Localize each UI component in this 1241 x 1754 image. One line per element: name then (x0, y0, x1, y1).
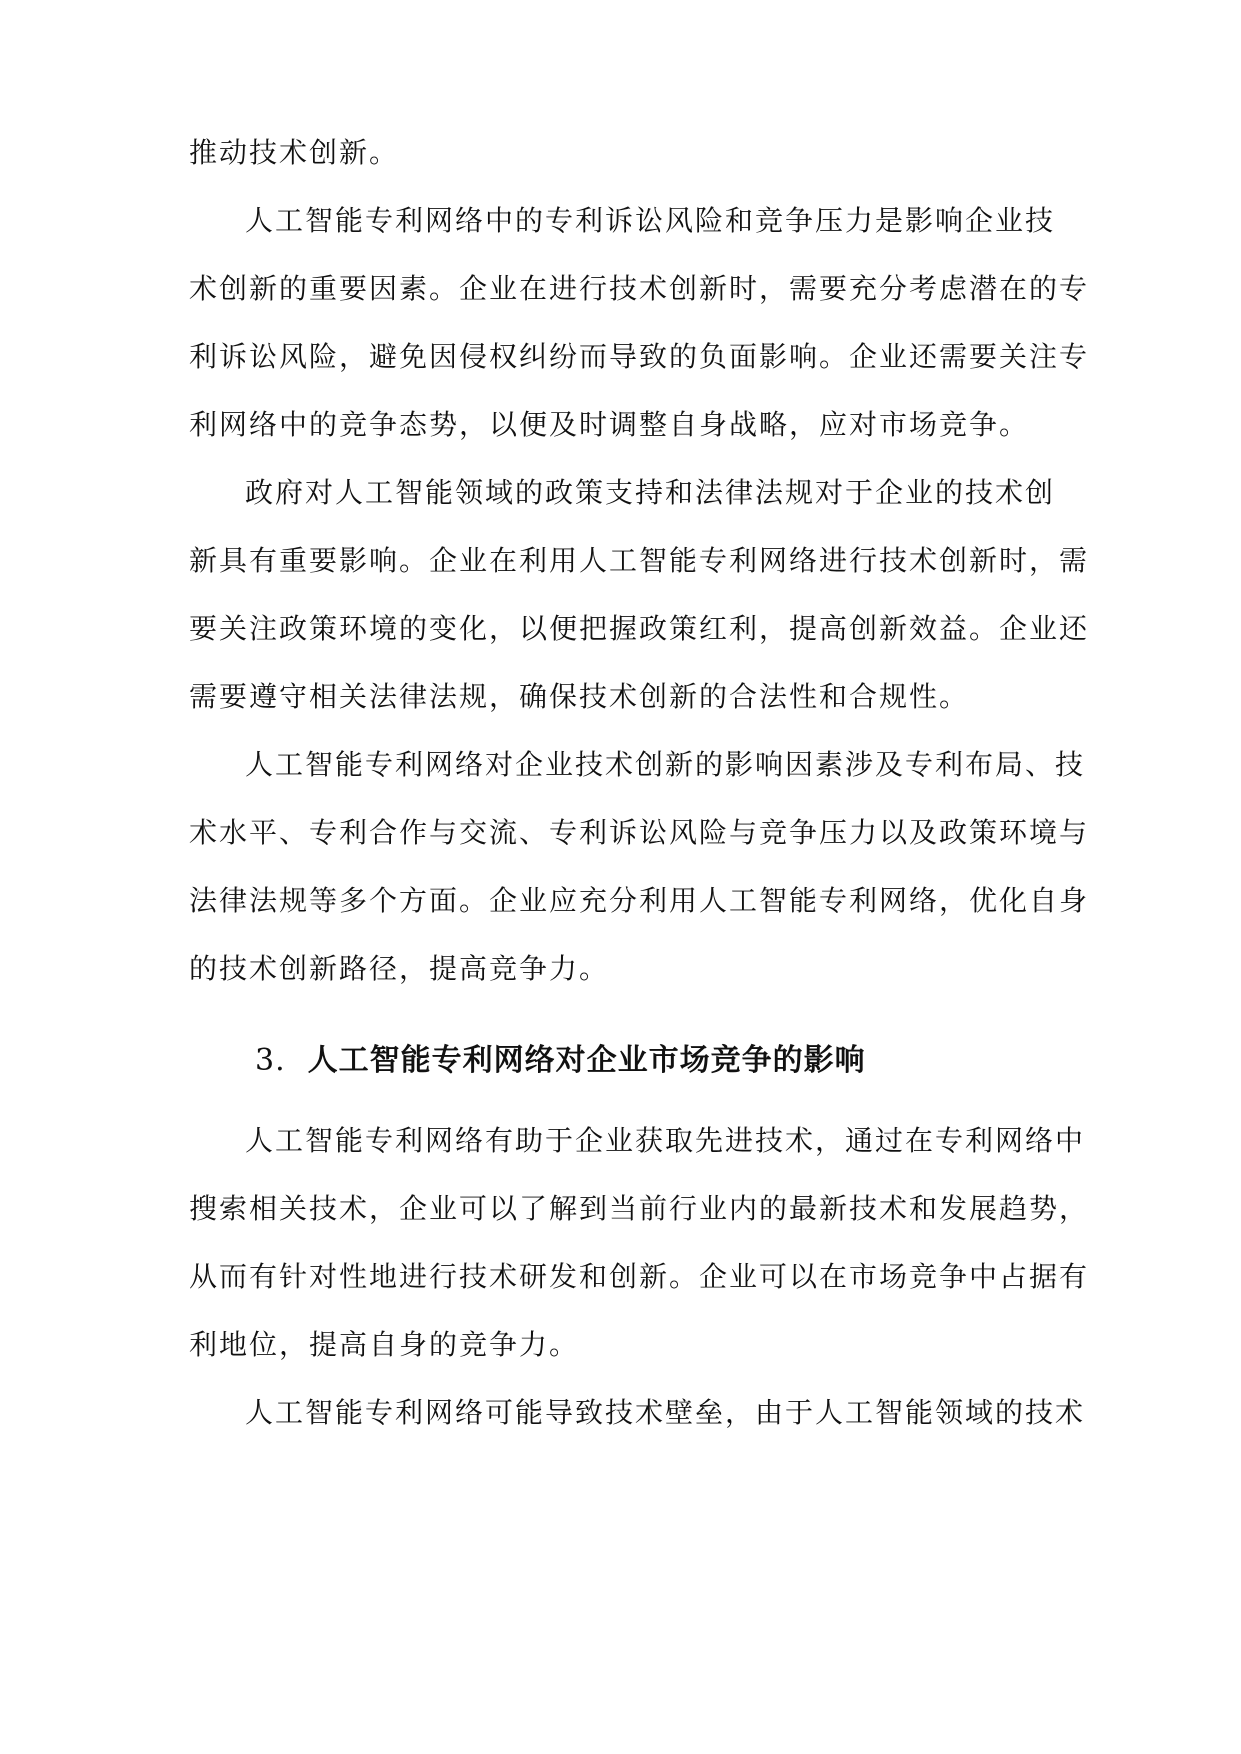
paragraph-line: 术创新的重要因素。企业在进行技术创新时，需要充分考虑潜在的专 (189, 272, 1090, 305)
paragraph-line: 人工智能专利网络可能导致技术壁垒，由于人工智能领域的技术 (245, 1396, 1086, 1429)
paragraph-line: 推动技术创新。 (189, 136, 400, 169)
section-heading (255, 1041, 866, 1081)
paragraph-line: 人工智能专利网络中的专利诉讼风险和竞争压力是影响企业技 (245, 204, 1056, 237)
paragraph-line: 术水平、专利合作与交流、专利诉讼风险与竞争压力以及政策环境与 (189, 816, 1090, 849)
paragraph-line: 的技术创新路径，提高竞争力。 (189, 952, 610, 985)
section-title: 人工智能专利网络对企业市场竞争的影响 (307, 1043, 866, 1078)
paragraph-line: 人工智能专利网络对企业技术创新的影响因素涉及专利布局、技 (245, 748, 1086, 781)
paragraph-line: 人工智能专利网络有助于企业获取先进技术，通过在专利网络中 (245, 1124, 1086, 1157)
paragraph-line: 搜索相关技术，企业可以了解到当前行业内的最新技术和发展趋势， (189, 1192, 1090, 1225)
paragraph-line: 要关注政策环境的变化，以便把握政策红利，提高创新效益。企业还 (189, 612, 1090, 645)
paragraph-line: 政府对人工智能领域的政策支持和法律法规对于企业的技术创 (245, 476, 1056, 509)
paragraph-line: 需要遵守相关法律法规，确保技术创新的合法性和合规性。 (189, 680, 970, 713)
paragraph-line: 利诉讼风险，避免因侵权纠纷而导致的负面影响。企业还需要关注专 (189, 340, 1090, 373)
section-number: 3. (255, 1043, 286, 1078)
paragraph-line: 利地位，提高自身的竞争力。 (189, 1328, 580, 1361)
paragraph-line: 法律法规等多个方面。企业应充分利用人工智能专利网络，优化自身 (189, 884, 1090, 917)
paragraph-line: 从而有针对性地进行技术研发和创新。企业可以在市场竞争中占据有 (189, 1260, 1090, 1293)
paragraph-line: 利网络中的竞争态势，以便及时调整自身战略，应对市场竞争。 (189, 408, 1030, 441)
paragraph-line: 新具有重要影响。企业在利用人工智能专利网络进行技术创新时，需 (189, 544, 1090, 577)
